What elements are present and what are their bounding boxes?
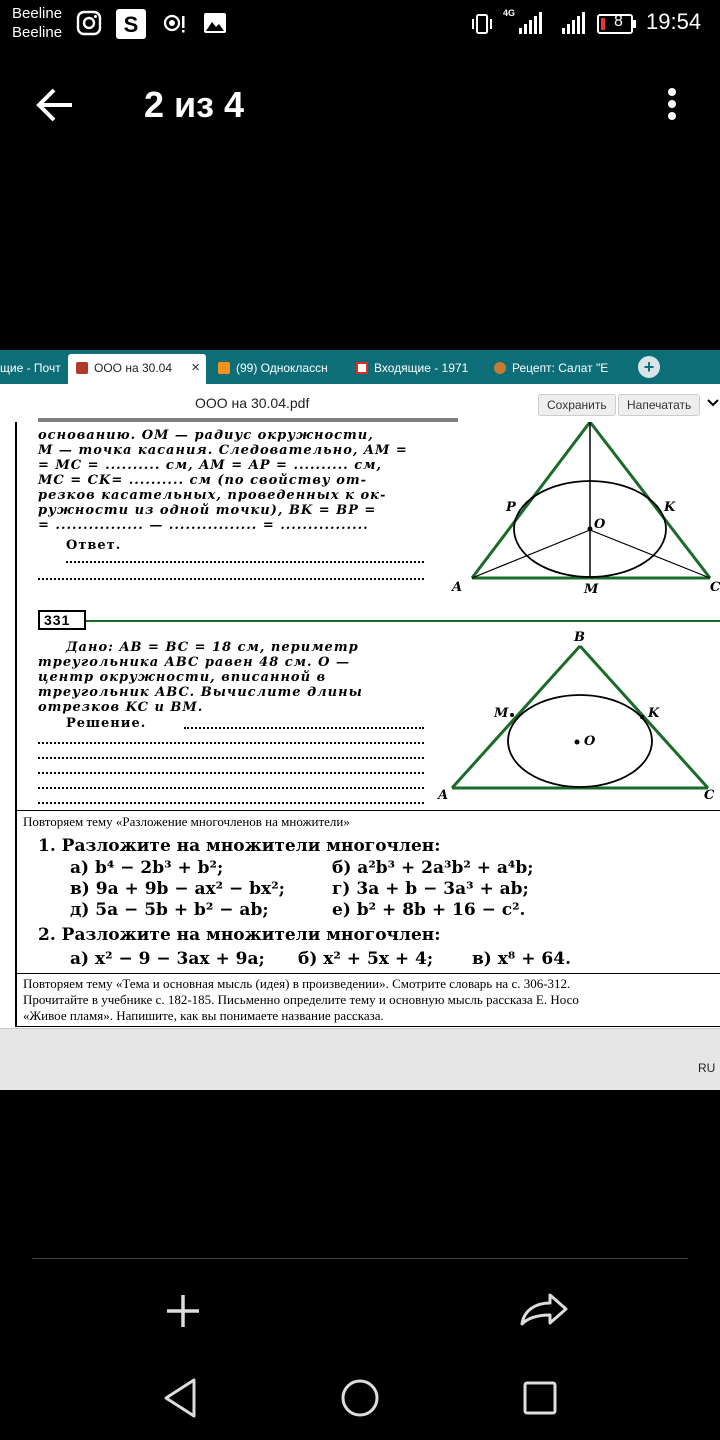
screenshot-image [0,350,720,1090]
literature-line-1: Повторяем тему «Тема и основная мысль (идея) в произведении». Смотрите словарь на с. 306-312. [23,976,571,991]
p330-line-3: = MC = .......... см, AM = AP = .......... см, [38,458,383,473]
ok-favicon-icon [218,362,230,374]
add-icon[interactable] [164,1292,202,1330]
tab-odnoklassniki[interactable] [210,354,340,384]
solution-line-0 [184,727,424,729]
triangle-figure-1 [440,422,720,602]
fig1-label-m: M [584,582,599,597]
task1-item-e: е) b² + 8b + 16 − c². [332,900,526,920]
print-button[interactable]: Напечатать [618,394,700,416]
pdf-favicon-icon [76,362,88,374]
tab-label: ООО на 30.04 [94,361,172,375]
algebra-topic: Повторяем тему «Разложение многочленов на множители» [23,814,350,829]
tab-label: (99) Одноклассн [236,361,328,375]
p330-line-2: M — точка касания. Следовательно, AM = [38,443,408,458]
page-left-border [15,422,17,1027]
pdf-page [0,422,720,1028]
tab-recipe[interactable] [486,354,616,384]
network-type: 4G [503,8,516,18]
language-indicator[interactable]: RU [698,1061,716,1075]
fig2-label-b: B [574,630,585,645]
fig1-label-k: K [664,500,676,515]
task1-item-g: г) 3a + b − 3a³ + ab; [332,879,529,899]
nav-back-icon[interactable] [160,1376,200,1420]
hotspot-icon [160,10,188,36]
taskbar [0,1028,720,1090]
fig2-label-c: C [704,788,715,803]
section-divider-3 [15,1026,720,1027]
fig1-label-p: P [506,500,516,515]
more-vert-icon[interactable] [662,86,682,124]
triangle-figure-2 [440,632,720,802]
fig1-label-a: A [452,580,463,595]
fig1-label-c: C [710,580,720,595]
task1-item-a: а) b⁴ − 2b³ + b²; [70,858,224,878]
p330-line-6: ружности из одной точки), BK = BP = [38,503,377,518]
new-tab-button[interactable]: + [638,356,660,378]
vibrate-icon [470,12,494,36]
task2-item-a: а) x² − 9 − 3ax + 9a; [70,949,265,969]
battery-level: 8 [614,13,623,30]
fig2-label-a: A [438,788,449,803]
task1-heading: 1. Разложите на множители многочлен: [38,836,441,856]
p330-line-5: резков касательных, проведенных к ок- [38,488,387,503]
share-icon[interactable] [518,1290,570,1330]
save-button[interactable]: Сохранить [538,394,616,416]
task2-heading: 2. Разложите на множители многочлен: [38,925,441,945]
p331-line-4: треугольник ABC. Вычислите длины [38,685,363,700]
literature-line-2: Прочитайте в учебнике с. 182-185. Письменно определите тему и основную мысль рассказа Е. Носо [23,992,579,1007]
tab-label: Рецепт: Салат "Е [512,361,609,375]
fig2-label-o: O [584,734,596,749]
p331-line-5: отрезков KC и BM. [38,700,204,715]
answer-line-2 [38,578,424,580]
signal-2-icon [560,12,588,36]
tab-pdf[interactable] [68,354,206,384]
signal-1-icon [503,12,543,36]
p330-line-4: MC = CK= .......... см (по свойству от- [38,473,368,488]
clock: 19:54 [646,9,702,34]
p330-line-1: основанию. OM — радиус окружности, [38,428,374,443]
gmail-favicon-icon [356,362,368,374]
task1-item-d: д) 5a − 5b + b² − ab; [70,900,269,920]
carrier-2: Beeline [12,24,63,41]
page-counter: 2 из 4 [144,84,245,125]
p331-line-1: Дано: AB = BC = 18 см, периметр [66,640,359,655]
answer-line-1 [66,561,424,563]
tab-label: Входящие - 1971 [374,361,469,375]
fig2-label-k: K [648,706,660,721]
problem-number-box [38,610,86,630]
p331-line-2: треугольника ABC равен 48 см. O — [38,655,350,670]
section-divider-1 [15,810,720,811]
svg-text:S: S [123,12,139,37]
nav-recents-icon[interactable] [520,1378,560,1418]
literature-line-3: «Живое пламя». Напишите, как вы понимаете название рассказа. [23,1008,384,1023]
p330-line-7: = ................ — ................ = ................ [38,518,369,533]
gallery-icon [203,12,227,34]
fig2-label-m: M [494,706,509,721]
problem-number: 331 [44,612,71,628]
tab-mail[interactable] [0,354,66,384]
tab-label: щие - Почт [0,361,61,375]
back-arrow-icon[interactable] [34,85,76,125]
solution-line-2 [38,757,424,759]
carrier-labels [12,4,62,42]
recipe-favicon-icon [494,362,506,374]
task2-item-b: б) x² + 5x + 4; [298,949,434,969]
browser-tab-bar [0,350,720,384]
document-title: ООО на 30.04.pdf [195,395,310,411]
tab-close-icon[interactable]: × [191,359,200,376]
instagram-icon [76,10,102,36]
answer-label: Ответ. [66,538,122,553]
nav-home-icon[interactable] [338,1376,382,1420]
solution-line-1 [38,742,424,744]
problem-rule [86,620,720,622]
solution-line-5 [38,802,424,804]
tab-inbox[interactable] [348,354,478,384]
solution-line-4 [38,787,424,789]
chevron-down-icon[interactable] [706,396,720,410]
skype-icon [116,9,146,39]
solution-line-3 [38,772,424,774]
fig1-label-o: O [594,517,606,532]
p331-line-3: центр окружности, вписанной в [38,670,327,685]
solution-label: Решение. [66,716,147,731]
carrier-1: Beeline [12,5,63,22]
divider [32,1258,688,1259]
task2-item-v: в) x⁸ + 64. [472,949,572,969]
section-divider-2 [15,973,720,974]
task1-item-v: в) 9a + 9b − ax² − bx²; [70,879,285,899]
cut-off-line [38,418,458,422]
task1-item-b: б) a²b³ + 2a³b² + a⁴b; [332,858,534,878]
